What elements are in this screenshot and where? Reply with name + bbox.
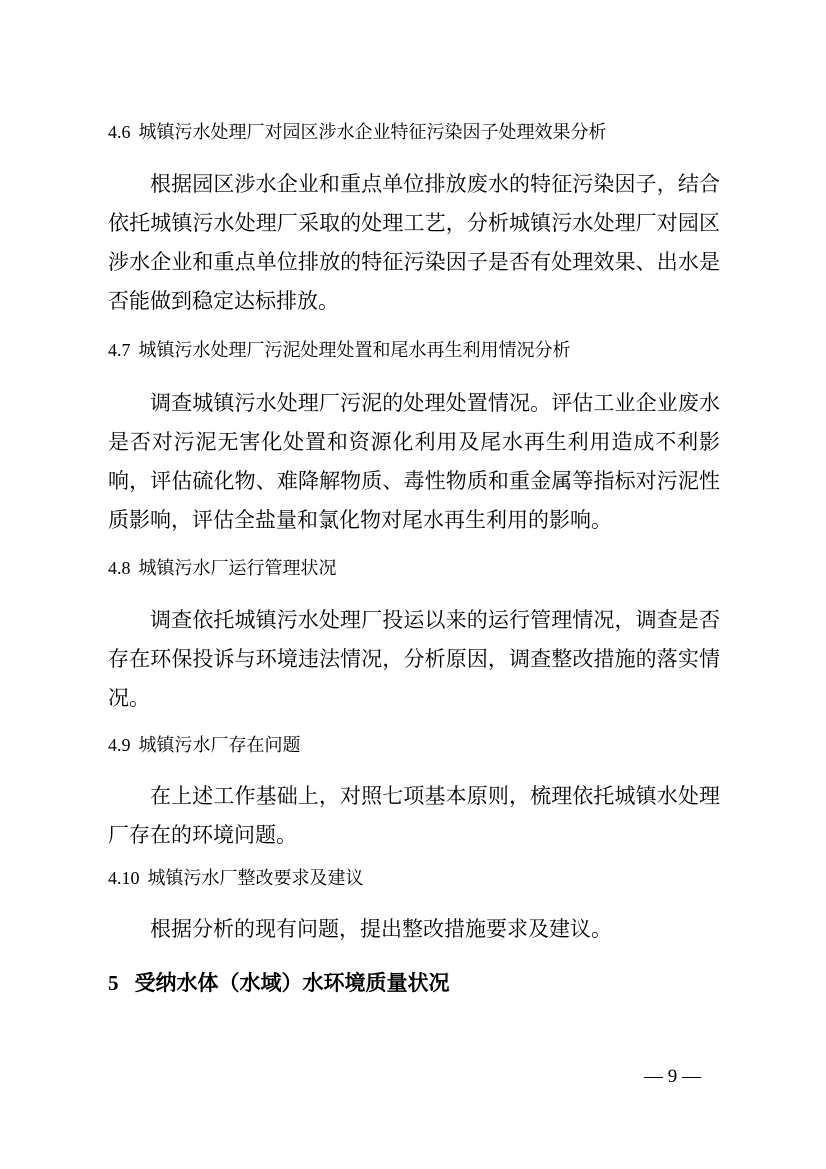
section-heading-4-9 [108,733,301,758]
section-title: 城镇污水处理厂对园区涉水企业特征污染因子处理效果分析 [138,122,607,143]
section-number: 4.9 [108,735,131,755]
section-heading-4-6 [108,120,607,145]
section-number: 4.8 [108,558,131,578]
section-heading-4-8 [108,556,337,581]
section-body-4-9: 在上述工作基础上，对照七项基本原则，梳理依托城镇水处理厂存在的环境问题。 [108,784,720,847]
section-body-4-8: 调查依托城镇污水处理厂投运以来的运行管理情况，调查是否存在环保投诉与环境违法情况，分析原因，调查整改措施的落实情况。 [108,608,720,710]
chapter-title: 受纳水体（水域）水环境质量状况 [134,971,450,995]
chapter-number: 5 [108,971,119,995]
section-heading-4-10 [108,866,364,891]
section-number: 4.7 [108,340,131,360]
chapter-heading-5 [108,968,450,998]
section-heading-4-7 [108,338,571,363]
section-title: 城镇污水厂整改要求及建议 [147,868,364,889]
section-body-4-6: 根据园区涉水企业和重点单位排放废水的特征污染因子，结合依托城镇污水处理厂采取的处理工艺，分析城镇污水处理厂对园区涉水企业和重点单位排放的特征污染因子是否有处理效果、出水是否能做到稳定达标排放。 [108,172,720,313]
section-number: 4.6 [108,122,131,142]
section-title: 城镇污水厂运行管理状况 [138,558,337,579]
section-number: 4.10 [108,868,140,888]
section-body-4-10: 根据分析的现有问题，提出整改措施要求及建议。 [150,917,612,941]
section-title: 城镇污水处理厂污泥处理处置和尾水再生利用情况分析 [138,340,571,361]
section-body-4-7: 调查城镇污水处理厂污泥的处理处置情况。评估工业企业废水是否对污泥无害化处置和资源化利用及尾水再生利用造成不利影响，评估硫化物、难降解物质、毒性物质和重金属等指标对污泥性质影响，评估全盐量和氯化物对尾水再生利用的影响。 [108,391,720,532]
page-number: — 9 — [644,1066,701,1087]
section-title: 城镇污水厂存在问题 [138,735,301,756]
